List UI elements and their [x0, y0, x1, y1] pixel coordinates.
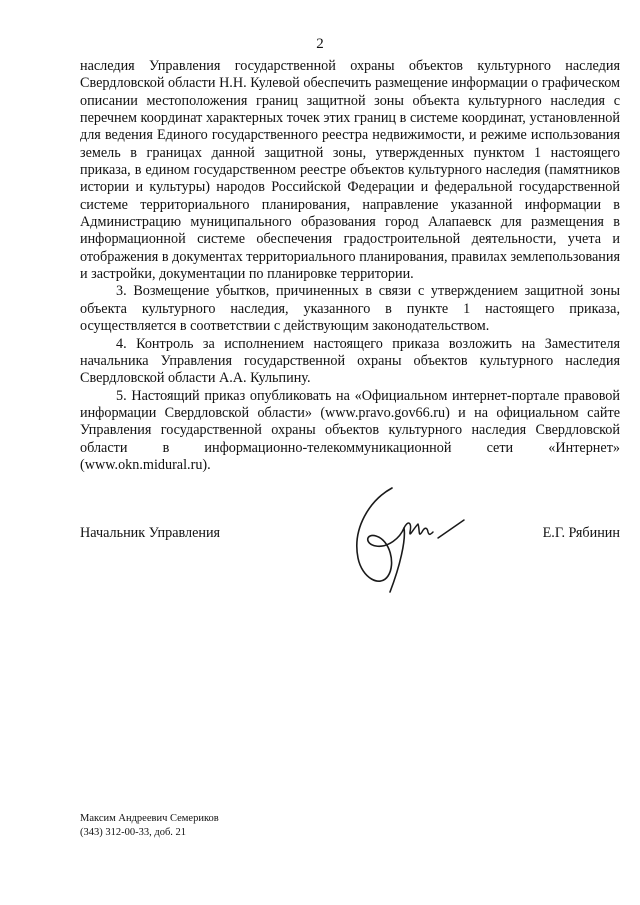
- document-body: [80, 58, 620, 474]
- handwritten-signature: [330, 480, 480, 600]
- signatory-name: Е.Г. Рябинин: [542, 525, 620, 541]
- page-number: 2: [316, 36, 324, 52]
- paragraph-continuation: наследия Управления государственной охраны объектов культурного наследия Свердловской области Н.Н. Кулевой обеспечить размещение информации о графическом описании местоположения границ защитной зоны объекта культурного наследия с перечнем координат характерных точек этих границ в системе координат, установленной для ведения Единого государственного реестра недвижимости, и режиме использования земель в границах данной защитной зоны, утвержденных пунктом 1 настоящего приказа, в едином государственном реестре объектов культурного наследия (памятников истории и культуры) народов Российской Федерации и федеральной государственной системе территориального планирования, направление указанной информации в Администрацию муниципального образования город Алапаевск для размещения в информационной системе обеспечения градостроительной деятельности, учета и отображения в документах территориального планирования, правилах землепользования и застройки, документации по планировке территории.: [80, 58, 620, 283]
- contact-phone: (343) 312-00-33, доб. 21: [80, 826, 187, 838]
- paragraph-item-4: 4. Контроль за исполнением настоящего приказа возложить на Заместителя начальника Управления государственной охраны объектов культурного наследия Свердловской области А.А. Кульпину.: [80, 335, 620, 387]
- signatory-position: Начальник Управления: [80, 525, 221, 541]
- paragraph-item-5: 5. Настоящий приказ опубликовать на «Официальном интернет-портале правовой информации Свердловской области» (www.pravo.gov66.ru) и на официальном сайте Управления государственной охраны объектов культурного наследия Свердловской области в информационно-телекоммуникационной сети «Интернет» (www.okn.midural.ru).: [80, 387, 620, 473]
- contact-name: Максим Андреевич Семериков: [80, 813, 219, 824]
- contact-block: [80, 812, 219, 839]
- paragraph-item-3: 3. Возмещение убытков, причиненных в связи с утверждением защитной зоны объекта культурного наследия, указанного в пункте 1 настоящего приказа, осуществляется в соответствии с действующим законодательством.: [80, 283, 620, 335]
